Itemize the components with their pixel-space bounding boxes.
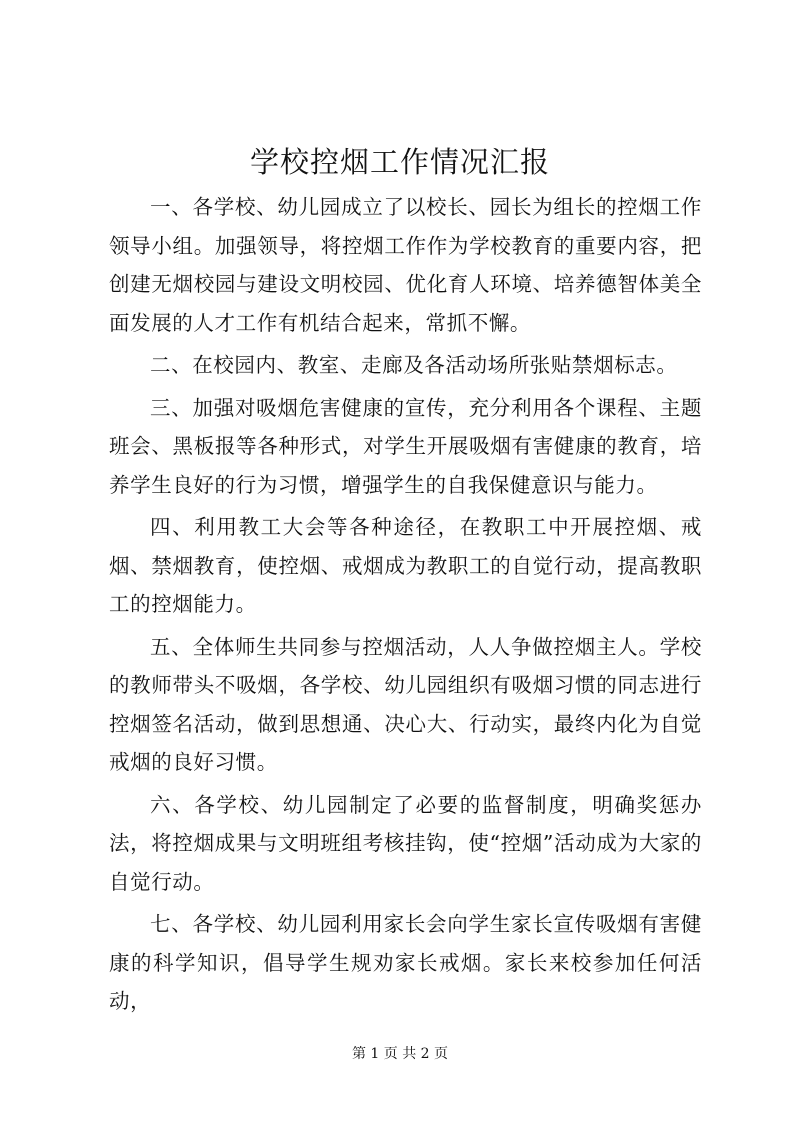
paragraph-6: 六、各学校、幼儿园制定了必要的监督制度，明确奖惩办法，将控烟成果与文明班组考核挂钩，使“控烟”活动成为大家的自觉行动。	[109, 792, 702, 894]
paragraph-2: 二、在校园内、教室、走廊及各活动场所张贴禁烟标志。	[150, 353, 678, 377]
paragraph-5: 五、全体师生共同参与控烟活动，人人争做控烟主人。学校的教师带头不吸烟，各学校、幼儿园组织有吸烟习惯的同志进行控烟签名活动，做到思想通、决心大、行动实，最终内化为自觉戒烟的良好习惯。	[109, 634, 702, 774]
paragraph-3: 三、加强对吸烟危害健康的宣传，充分利用各个课程、主题班会、黑板报等各种形式，对学生开展吸烟有害健康的教育，培养学生良好的行为习惯，增强学生的自我保健意识与能力。	[109, 395, 702, 497]
document-body	[109, 188, 702, 1025]
paragraph-1: 一、各学校、幼儿园成立了以校长、园长为组长的控烟工作领导小组。加强领导，将控烟工作作为学校教育的重要内容，把创建无烟校园与建设文明校园、优化育人环境、培养德智体美全面发展的人才工作有机结合起来，常抓不懈。	[109, 195, 702, 335]
paragraph-7: 七、各学校、幼儿园利用家长会向学生家长宣传吸烟有害健康的科学知识，倡导学生规劝家长戒烟。家长来校参加任何活动，	[109, 912, 702, 1013]
paragraph-4: 四、利用教工大会等各种途径，在教职工中开展控烟、戒烟、禁烟教育，使控烟、戒烟成为教职工的自觉行动，提高教职工的控烟能力。	[109, 515, 702, 616]
document-title: 学校控烟工作情况汇报	[249, 145, 550, 179]
page-footer: 第 1 页 共 2 页	[351, 1046, 449, 1062]
